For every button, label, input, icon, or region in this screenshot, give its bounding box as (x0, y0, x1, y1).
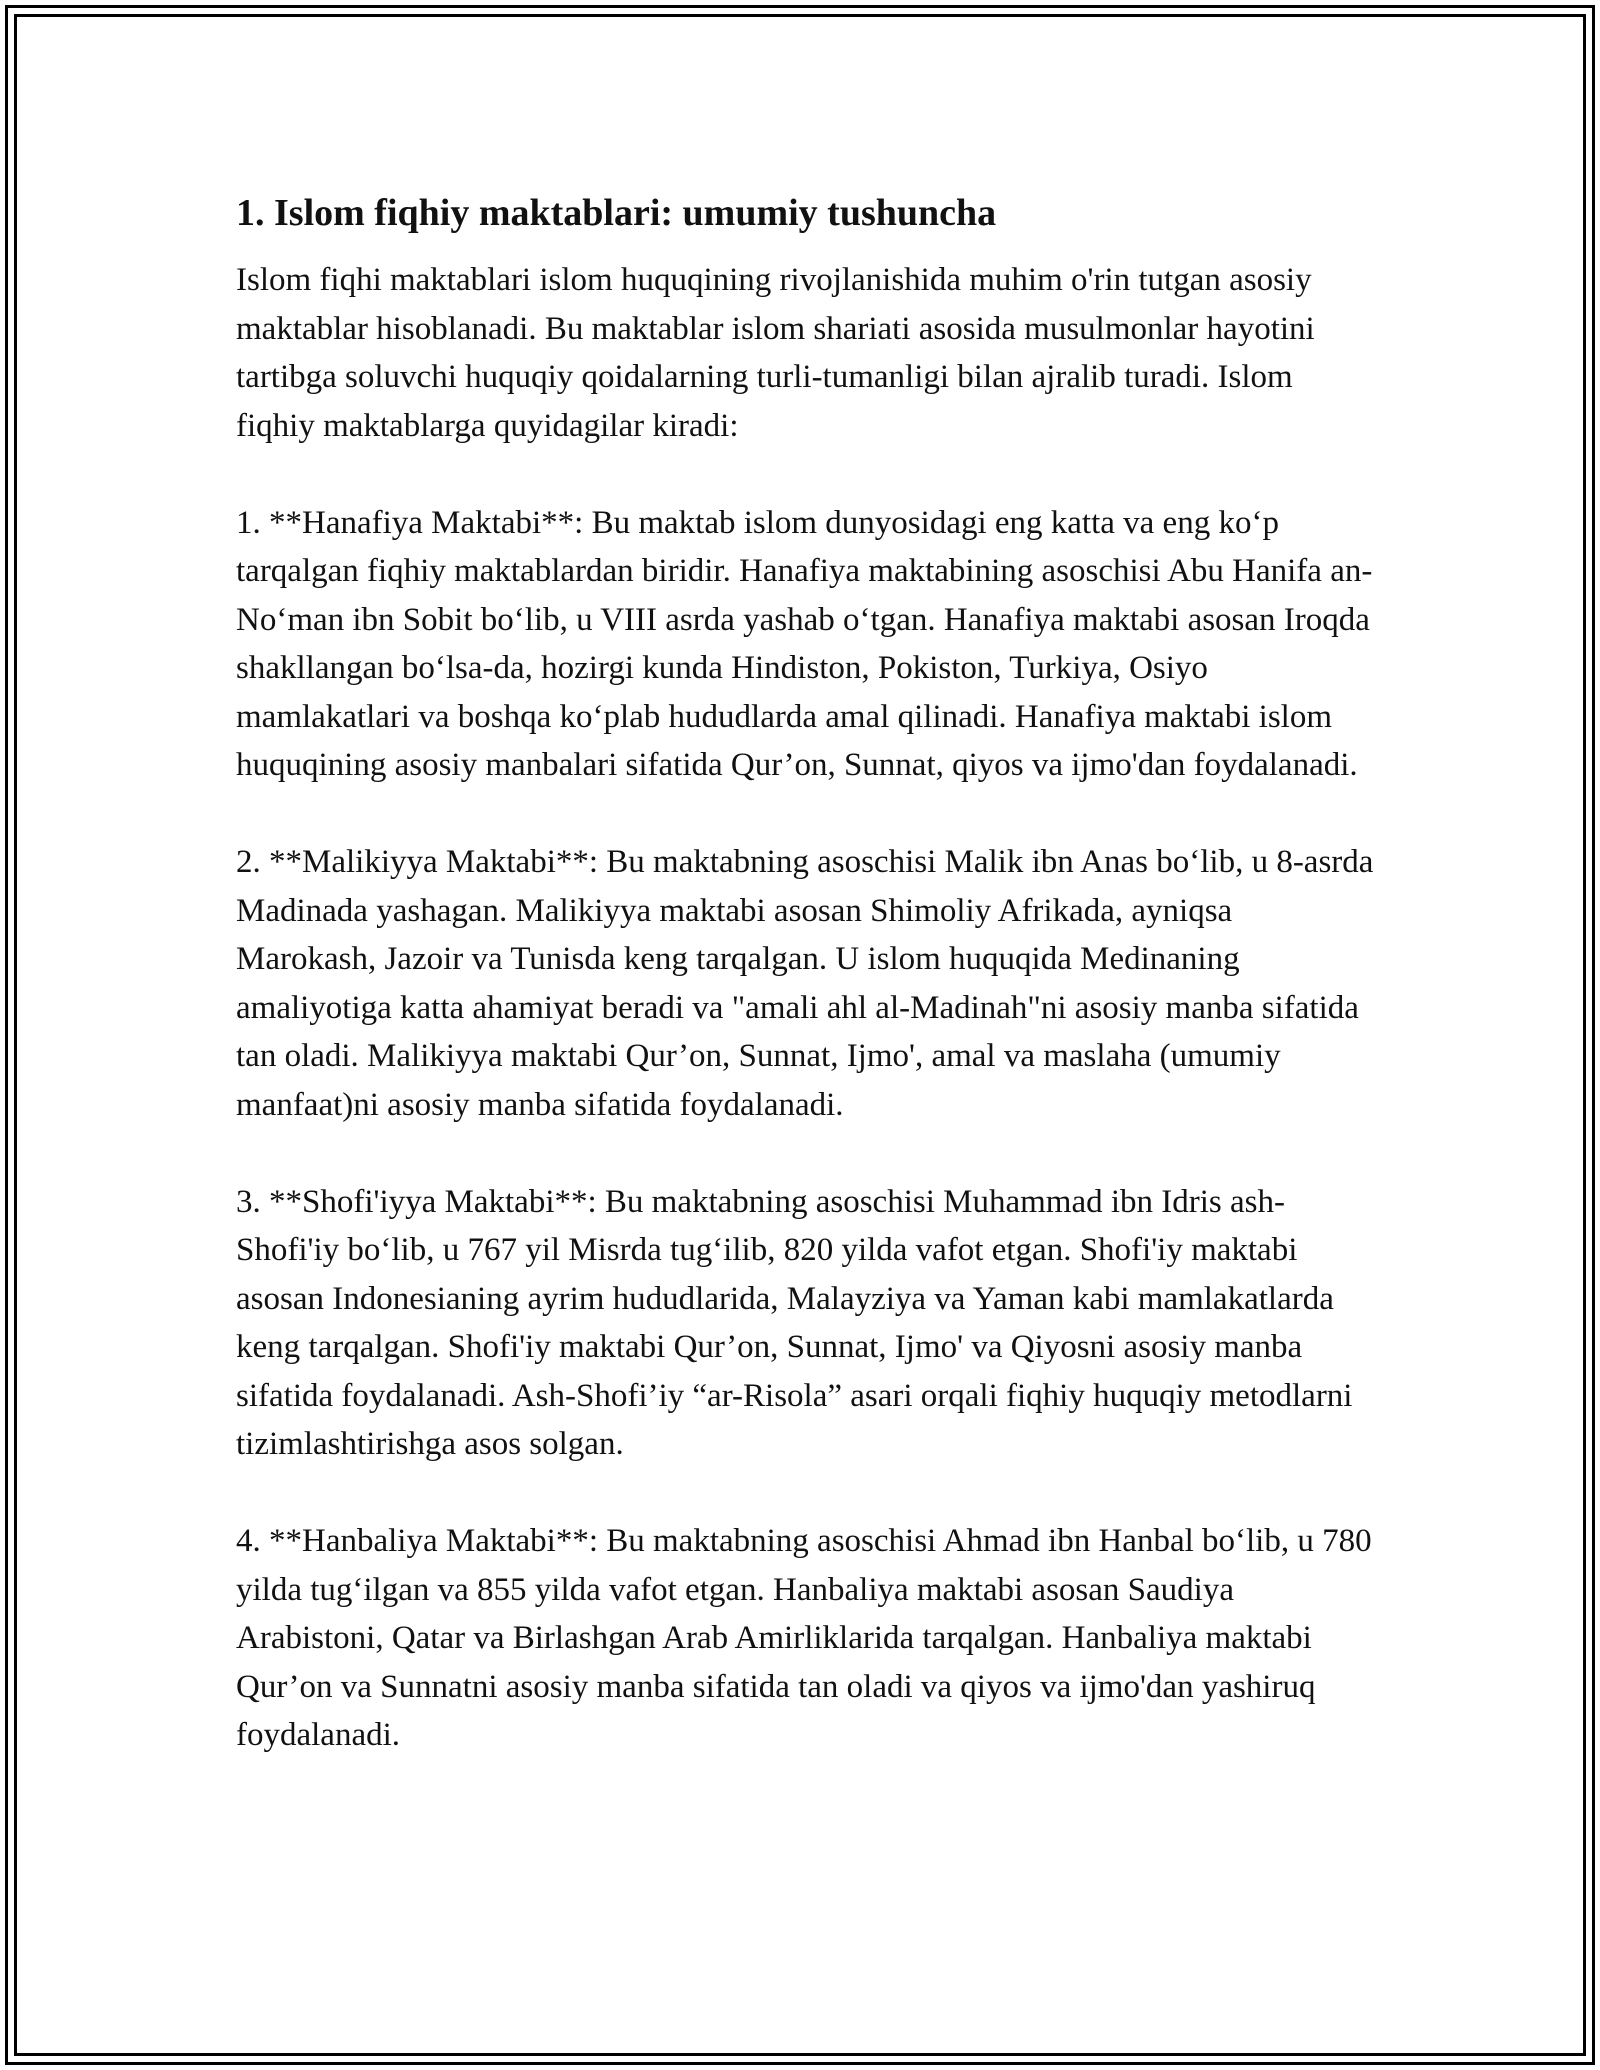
section-heading: 1. Islom fiqhiy maktablari: umumiy tushuncha (236, 192, 997, 234)
paragraph-hanbaliya: 4. **Hanbaliya Maktabi**: Bu maktabning asoschisi Ahmad ibn Hanbal boʻlib, u 780 yilda tugʻilgan va 855 yilda vafot etgan. Hanbaliya maktabi asosan Saudiya Arabistoni, Qatar va Birlashgan Arab Amirliklarida tarqalgan. Hanbaliya maktabi Qur’on va Sunnatni asosiy manba sifatida tan oladi va qiyos va ijmo'dan yashiruq foydalanadi. (236, 1523, 1372, 1753)
document-body (236, 186, 1376, 1808)
paragraph-hanafiya: 1. **Hanafiya Maktabi**: Bu maktab islom dunyosidagi eng katta va eng koʻp tarqalgan fiqhiy maktablardan biridir. Hanafiya maktabining asoschisi Abu Hanifa an-Noʻman ibn Sobit boʻlib, u VIII asrda yashab oʻtgan. Hanafiya maktabi asosan Iroqda shakllangan boʻlsa-da, hozirgi kunda Hindiston, Pokiston, Turkiya, Osiyo mamlakatlari va boshqa koʻplab hududlarda amal qilinadi. Hanafiya maktabi islom huquqining asosiy manbalari sifatida Qur’on, Sunnat, qiyos va ijmo'dan foydalanadi. (236, 504, 1373, 783)
paragraph-malikiyya: 2. **Malikiyya Maktabi**: Bu maktabning asoschisi Malik ibn Anas boʻlib, u 8-asrda Madinada yashagan. Malikiyya maktabi asosan Shimoliy Afrikada, ayniqsa Marokash, Jazoir va Tunisda keng tarqalgan. U islom huquqida Medinaning amaliyotiga katta ahamiyat beradi va "amali ahl al-Madinah"ni asosiy manba sifatida tan oladi. Malikiyya maktabi Qur’on, Sunnat, Ijmo', amal va maslaha (umumiy manfaat)ni asosiy manba sifatida foydalanadi. (236, 844, 1374, 1123)
intro-paragraph: Islom fiqhi maktablari islom huquqining rivojlanishida muhim o'rin tutgan asosiy maktablar hisoblanadi. Bu maktablar islom shariati asosida musulmonlar hayotini tartibga soluvchi huquqiy qoidalarning turli-tumanligi bilan ajralib turadi. Islom fiqhiy maktablarga quyidagilar kiradi: (236, 262, 1315, 444)
paragraph-shofiiyya: 3. **Shofi'iyya Maktabi**: Bu maktabning asoschisi Muhammad ibn Idris ash-Shofi'iy boʻlib, u 767 yil Misrda tugʻilib, 820 yilda vafot etgan. Shofi'iy maktabi asosan Indonesianing ayrim hududlarida, Malayziya va Yaman kabi mamlakatlarda keng tarqalgan. Shofi'iy maktabi Qur’on, Sunnat, Ijmo' va Qiyosni asosiy manba sifatida foydalanadi. Ash-Shofi’iy “ar-Risola” asari orqali fiqhiy huquqiy metodlarni tizimlashtirishga asos solgan. (236, 1183, 1353, 1462)
